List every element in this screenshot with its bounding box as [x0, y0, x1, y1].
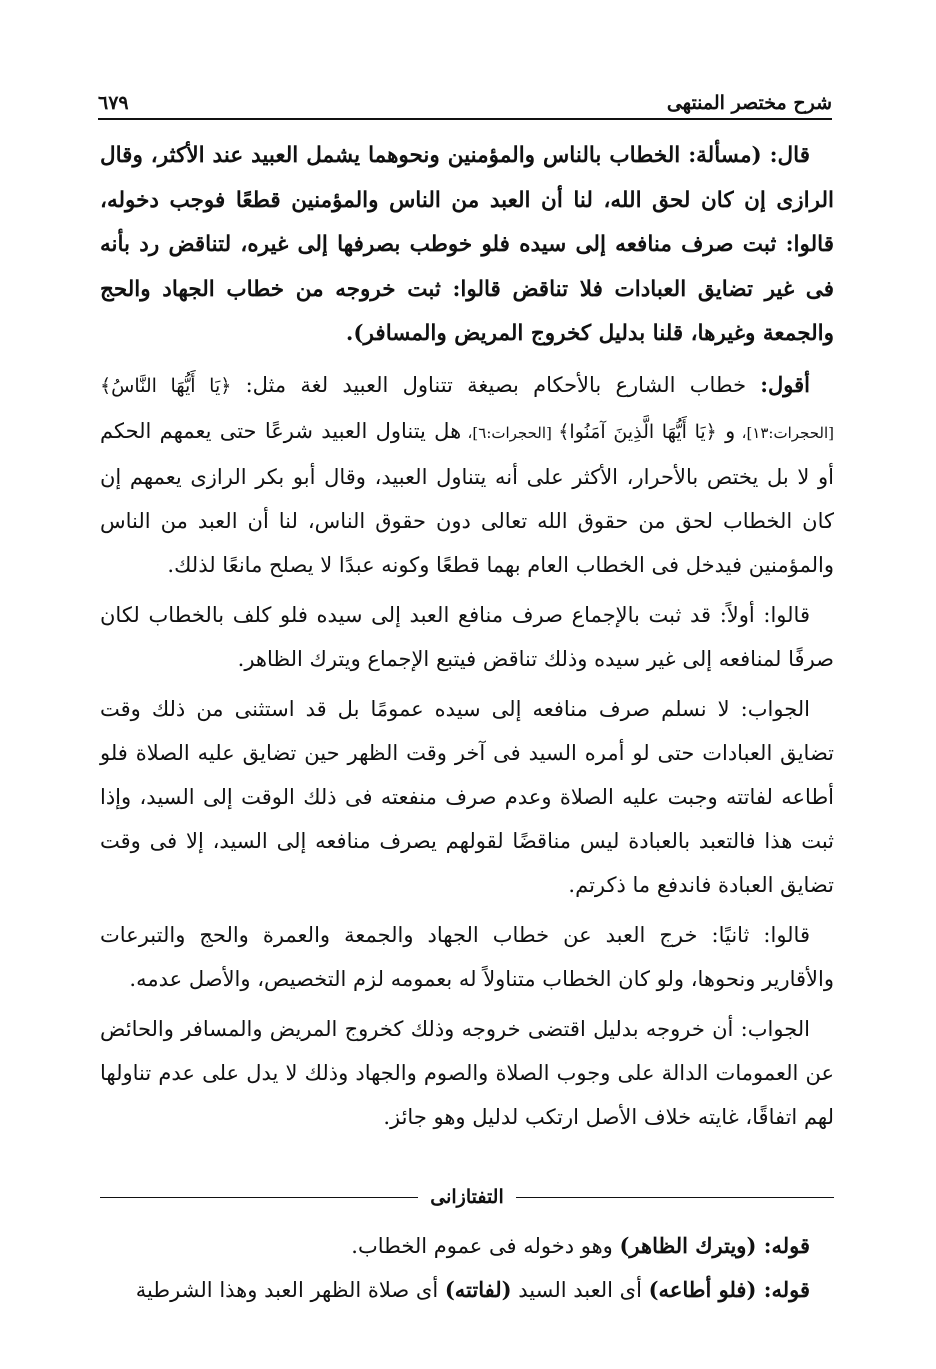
commentary-section	[100, 1224, 834, 1312]
commentary-quote-3: (لفاتته)	[444, 1277, 512, 1302]
section-divider	[100, 1185, 834, 1209]
commentary-text-1: وهو دخوله فى عموم الخطاب.	[351, 1234, 620, 1258]
aqul-text-2: و	[716, 418, 736, 443]
commentary-line-1	[100, 1224, 834, 1268]
commentary-line-2	[100, 1268, 834, 1312]
main-text	[100, 134, 834, 1145]
page-number: ٦٧٩	[98, 92, 129, 114]
divider-line-left	[100, 1197, 418, 1198]
qawluhu-label-1: قوله:	[763, 1233, 810, 1258]
sharh-paragraph-objection-2: قالوا: ثانيًا: خرج العبد عن خطاب الجهاد والجمعة والعمرة والحج والتبرعات والأقارير ونحوها، ولو كان الخطاب متناولاً له بعمومه لزم التخصيص، والأصل عدمه.	[100, 922, 834, 991]
book-title: شرح مختصر المنتهى	[666, 92, 832, 114]
aqul-text-1: خطاب الشارع بالأحكام بصيغة تتناول العبيد لغة مثل:	[231, 372, 761, 397]
commentary-text-3: أى صلاة الظهر العبد وهذا الشرطية	[135, 1278, 445, 1302]
sharh-paragraph-objection-1: قالوا: أولاً: قد ثبت بالإجماع صرف منافع العبد إلى سيده فلو كلف بالخطاب لكان صرفًا لمنافعه إلى غير سيده وذلك تناقض فيتبع الإجماع ويترك الظاهر.	[100, 602, 834, 671]
qawluhu-label-2: قوله:	[763, 1277, 810, 1302]
aqul-label: أقول:	[760, 371, 811, 397]
commentary-text-2: أى العبد السيد	[511, 1278, 649, 1302]
commentary-quote-1: (ويترك الظاهر)	[619, 1233, 764, 1258]
matn-paragraph: قال: (مسألة: الخطاب بالناس والمؤمنين ونحوهما يشمل العبيد عند الأكثر، وقال الرازى إن كان لحق الله، لنا أن العبد من الناس والمؤمنين قطعًا فوجب دخوله، قالوا: ثبت صرف منافعه إلى سيده فلو خوطب بصرفها إلى غيره، لتناقض رد بأنه فى غير تضايق العبادات فلا تناقض قالوا: ثبت خروجه من خطاب الجهاد والحج والجمعة وغيرها، قلنا بدليل كخروج المريض والمسافر).	[100, 143, 834, 346]
quran-citation-2: [الحجرات:٦]،	[461, 423, 559, 442]
sharh-paragraph-answer-1: الجواب: لا نسلم صرف منافعه إلى سيده عمومًا بل قد استثنى من ذلك وقت تضايق العبادات حتى لو أمره السيد فى آخر وقت الظهر حين تضايق عليه الصلاة فلو أطاعه لفاتته وجبت عليه الصلاة وعدم صرف منفعته فى ذلك الوقت إلى السيد، وإذا ثبت هذا فالتعبد بالعبادة ليس مناقضًا لقولهم يصرف منافعه إلى السيد، إلا فى وقت تضايق العبادة فاندفع ما ذكرتم.	[100, 696, 834, 897]
sharh-aqul-paragraph	[100, 363, 834, 587]
quran-citation-1: [الحجرات:١٣]،	[735, 423, 834, 442]
sharh-paragraph-answer-2: الجواب: أن خروجه بدليل اقتضى خروجه وذلك كخروج المريض والمسافر والحائض عن العمومات الدالة على وجوب الصلاة والصوم والجهاد وذلك لا يدل على عدم تناولها لهم اتفاقًا، غايته خلاف الأصل ارتكب لدليل وهو جائز.	[100, 1016, 834, 1129]
divider-line-right	[516, 1197, 834, 1198]
aqul-text-3: هل يتناول العبيد شرعًا حتى يعمهم الحكم أو لا بل يختص بالأحرار، الأكثر على أنه يتناول العبيد، وقال أبو بكر الرازى يعمهم إن كان الخطاب لحق من حقوق الله تعالى دون حقوق الناس، لنا أن العبد من الناس والمؤمنين فيدخل فى الخطاب العام بهما قطعًا وكونه عبدًا لا يصلح مانعًا لذلك.	[100, 418, 834, 577]
divider-label: التفتازانى	[430, 1186, 504, 1208]
running-header	[98, 82, 832, 120]
quran-verse-2: ﴿يَا أَيُّهَا الَّذِينَ آمَنُوا﴾	[558, 420, 717, 443]
commentary-quote-2: (فلو أطاعه)	[648, 1277, 764, 1302]
quran-verse-1: ﴿يَا أَيُّهَا النَّاسُ﴾	[100, 374, 232, 397]
